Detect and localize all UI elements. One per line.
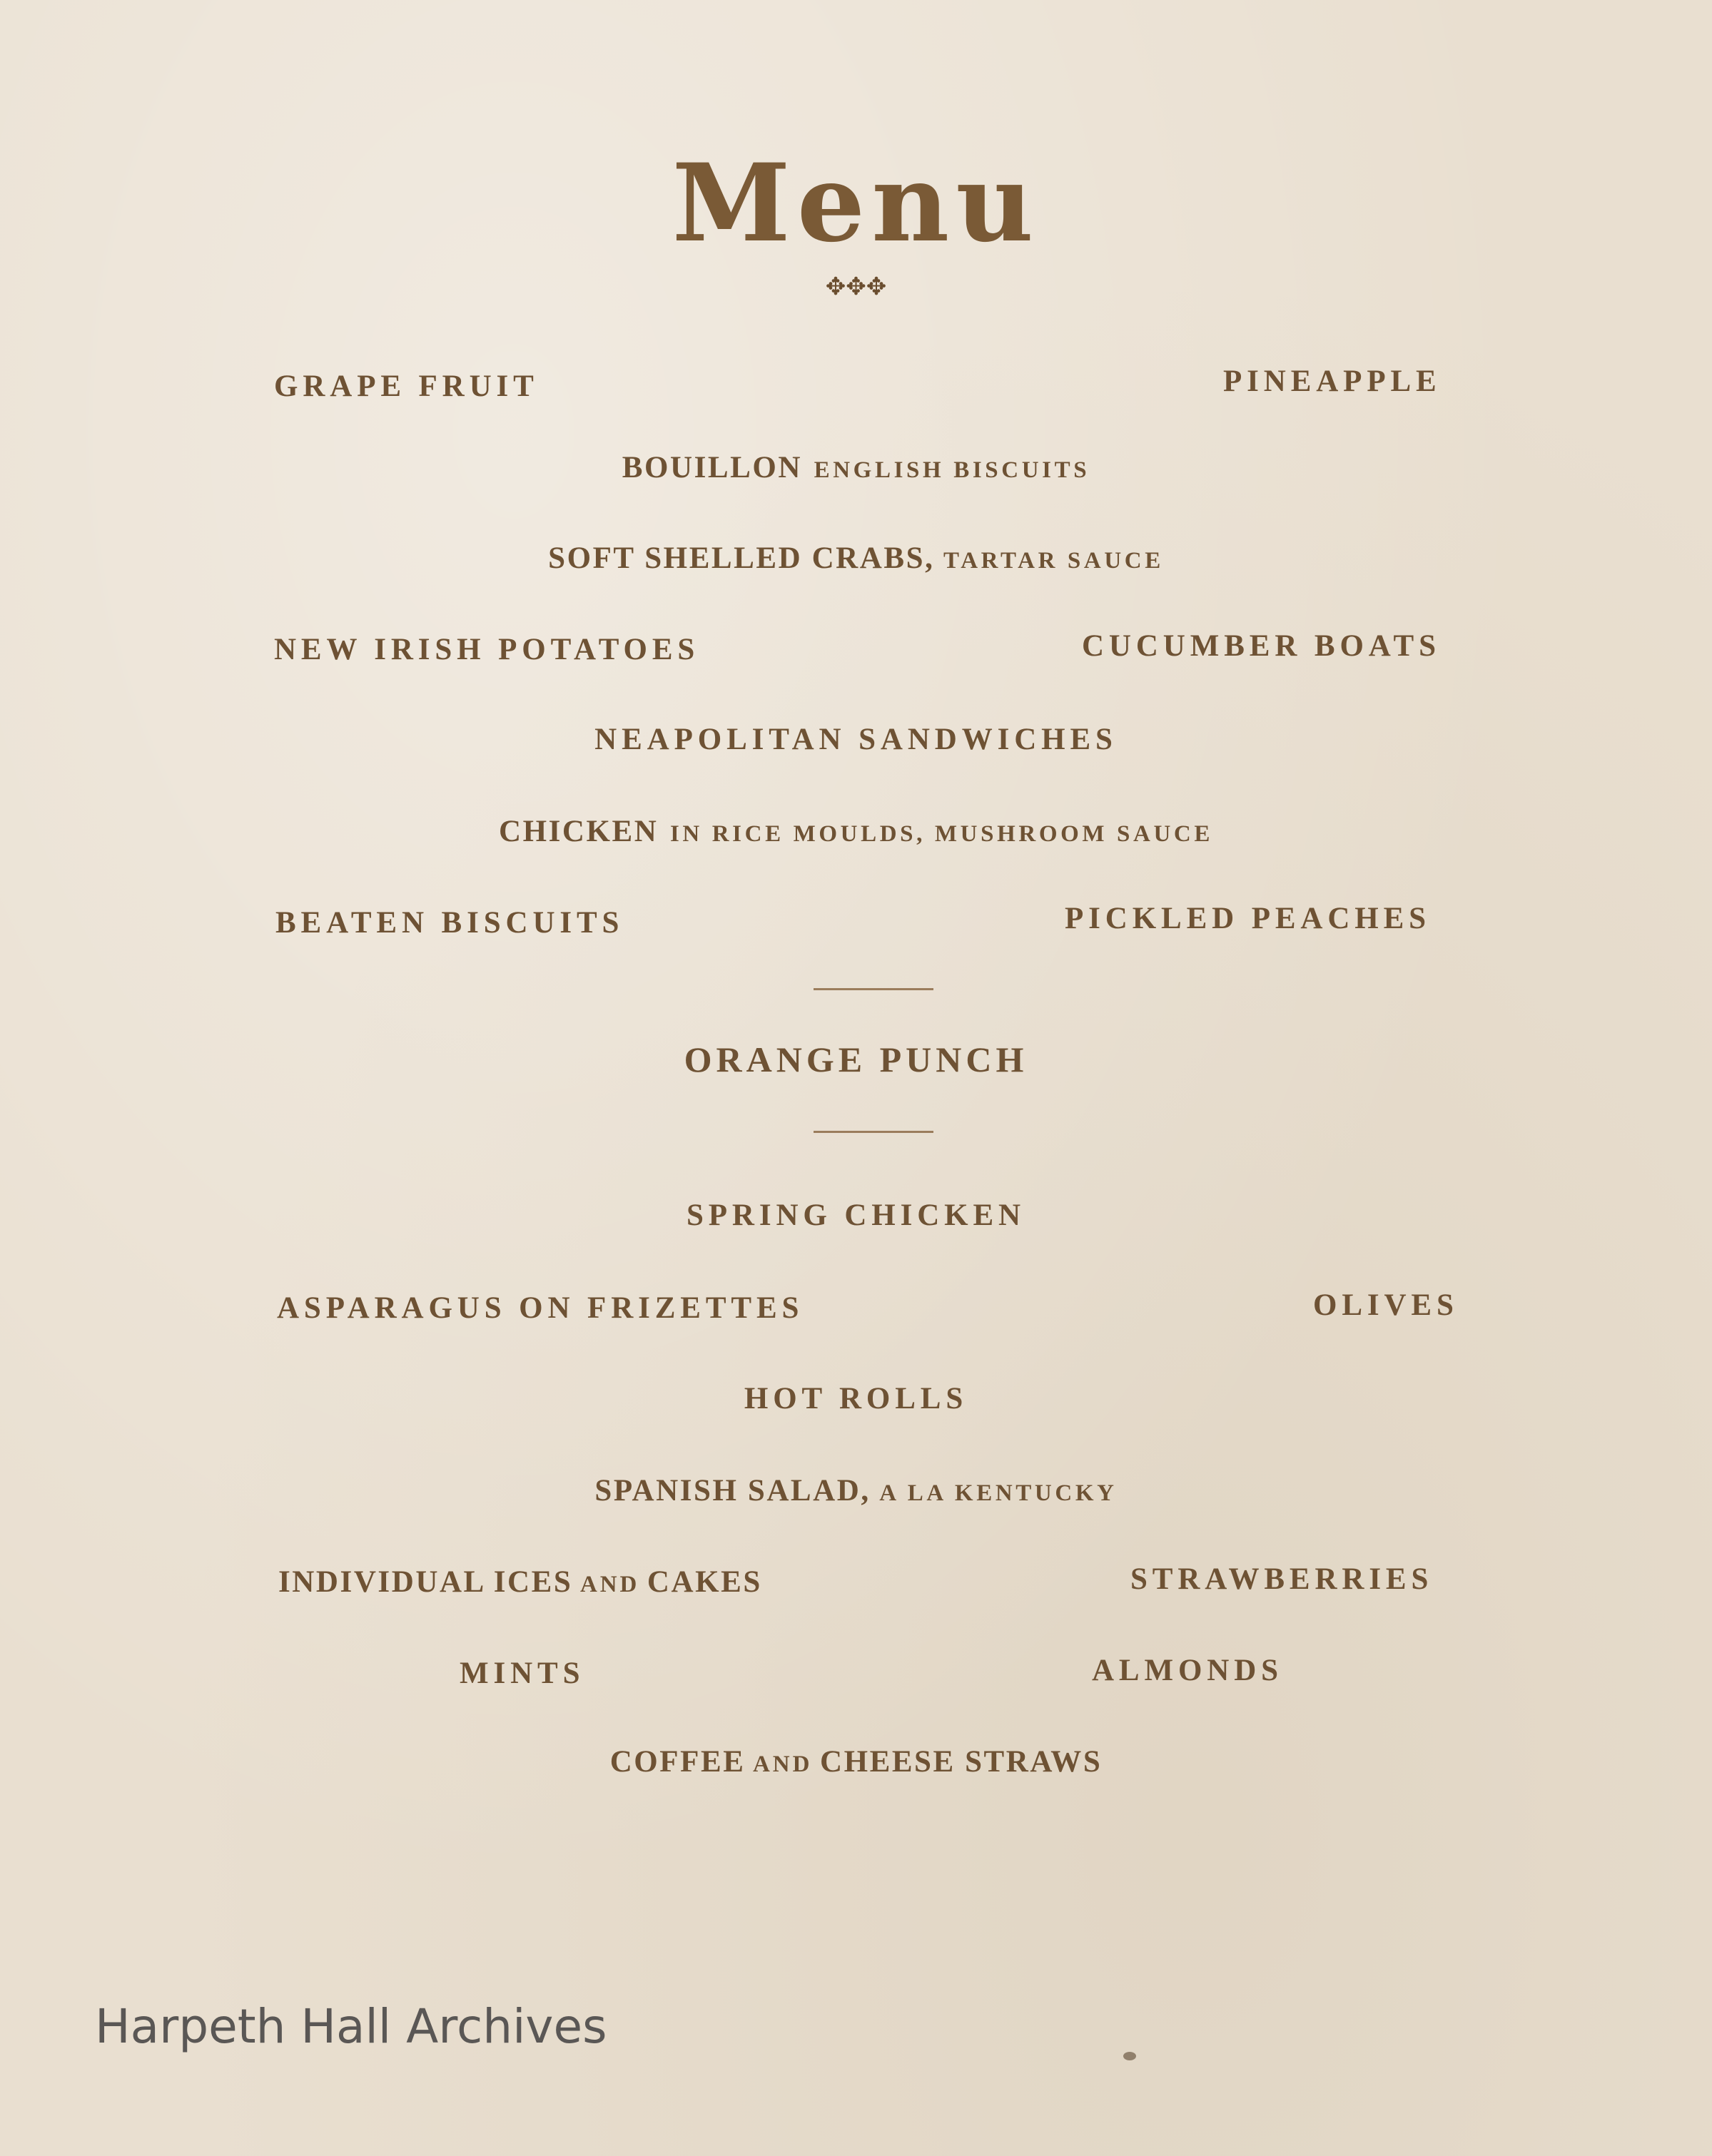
item-pickled-peaches: PICKLED PEACHES xyxy=(1065,902,1431,935)
item-hot-rolls: HOT ROLLS xyxy=(744,1382,968,1415)
line-spanish-salad xyxy=(0,1475,1712,1506)
divider-bottom xyxy=(814,1131,933,1133)
line-individual-ices xyxy=(278,1567,762,1597)
item-almonds: ALMONDS xyxy=(1092,1654,1283,1687)
ornament-icon: ✥✥✥ xyxy=(825,273,887,301)
divider-top xyxy=(814,988,933,990)
item-and-coffee: AND xyxy=(753,1751,813,1777)
item-grape-fruit: GRAPE FRUIT xyxy=(274,370,539,403)
item-cucumber-boats: CUCUMBER BOATS xyxy=(1082,629,1441,663)
item-new-irish-potatoes: NEW IRISH POTATOES xyxy=(274,633,700,666)
line-crabs xyxy=(0,543,1712,574)
item-individual-ices: INDIVIDUAL ICES xyxy=(278,1565,573,1599)
item-coffee: COFFEE xyxy=(609,1745,746,1779)
line-chicken-rice xyxy=(0,816,1712,847)
item-cakes: CAKES xyxy=(647,1565,762,1599)
item-chicken: CHICKEN xyxy=(498,815,659,848)
item-asparagus: ASPARAGUS ON FRIZETTES xyxy=(277,1291,804,1325)
item-neapolitan-sandwiches: NEAPOLITAN SANDWICHES xyxy=(594,723,1118,756)
item-spring-chicken: SPRING CHICKEN xyxy=(686,1199,1025,1232)
paper-speck xyxy=(1123,2052,1136,2060)
archive-watermark: Harpeth Hall Archives xyxy=(95,1999,607,2054)
item-rice-moulds: IN RICE MOULDS, MUSHROOM SAUCE xyxy=(669,821,1213,847)
menu-title: Menu xyxy=(672,141,1040,266)
item-pineapple: PINEAPPLE xyxy=(1223,365,1442,398)
item-mints: MINTS xyxy=(460,1657,585,1690)
item-and-ices: AND xyxy=(579,1572,640,1597)
item-spanish-salad: SPANISH SALAD, xyxy=(594,1474,871,1507)
item-cheese-straws: CHEESE STRAWS xyxy=(819,1745,1103,1779)
item-soft-shelled-crabs: SOFT SHELLED CRABS, xyxy=(548,541,935,575)
item-tartar-sauce: TARTAR SAUCE xyxy=(943,548,1164,574)
line-bouillon xyxy=(0,452,1712,483)
line-coffee xyxy=(0,1746,1712,1777)
item-orange-punch: ORANGE PUNCH xyxy=(684,1039,1028,1079)
item-olives: OLIVES xyxy=(1313,1288,1459,1322)
item-beaten-biscuits: BEATEN BISCUITS xyxy=(275,906,624,940)
item-strawberries: STRAWBERRIES xyxy=(1130,1562,1434,1596)
item-english-biscuits: ENGLISH BISCUITS xyxy=(814,457,1090,483)
item-bouillon: BOUILLON xyxy=(622,451,803,484)
item-a-la-kentucky: A LA KENTUCKY xyxy=(879,1480,1118,1506)
